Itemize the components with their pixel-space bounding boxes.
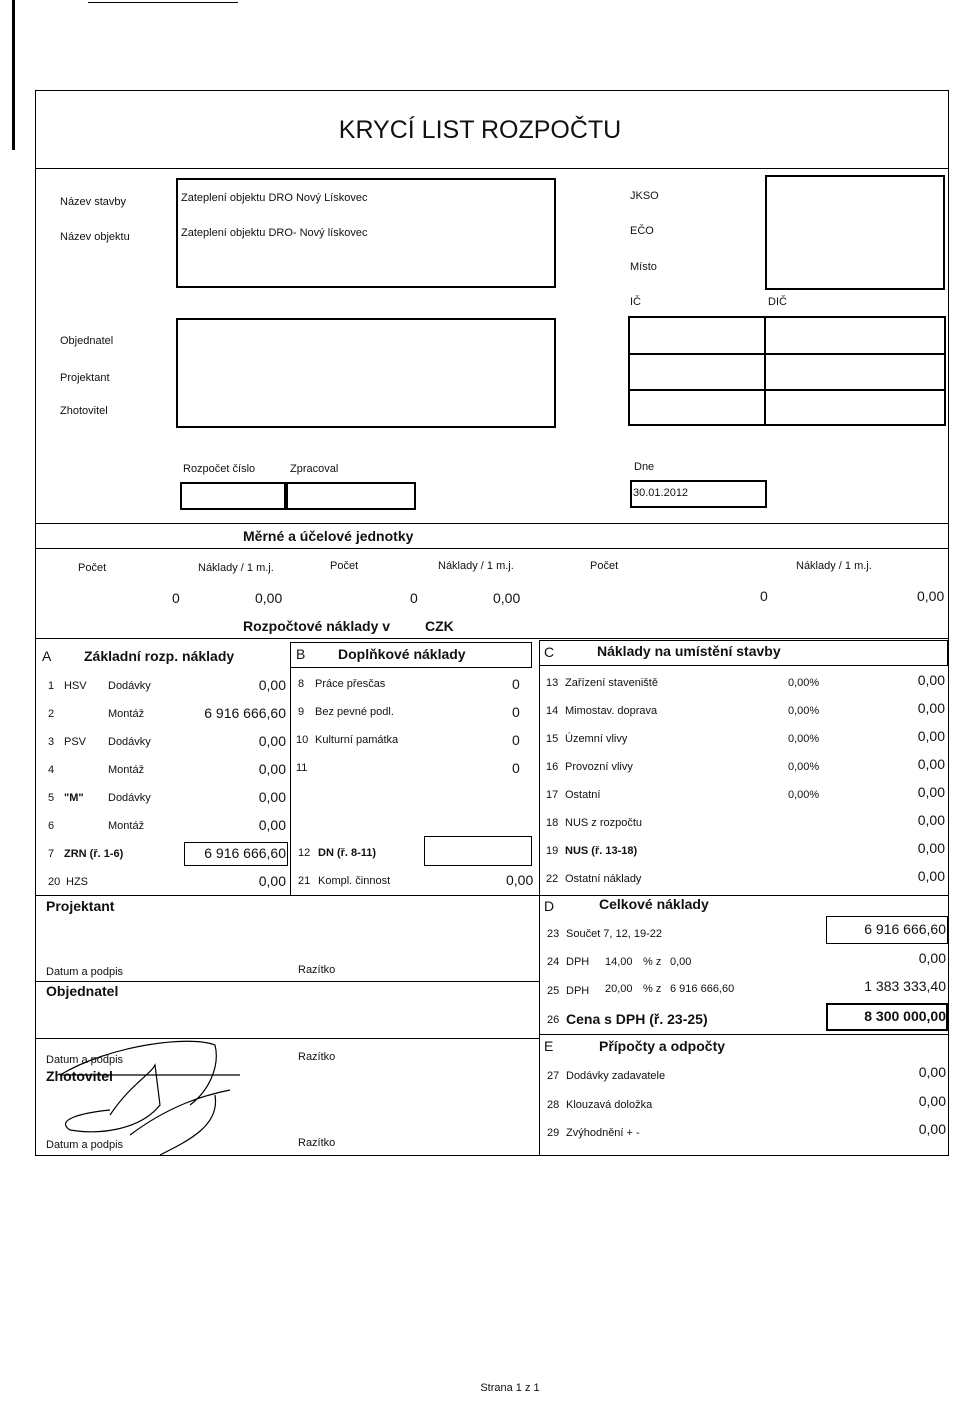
c-row-13-value: 0,00 bbox=[917, 672, 945, 688]
a-row-7-value: 6 916 666,60 bbox=[204, 845, 286, 861]
objednatel-label: Objednatel bbox=[60, 335, 114, 347]
col-divider-bc bbox=[539, 666, 540, 896]
b-row-8-value: 0 bbox=[512, 676, 520, 692]
a-row-5-label: Dodávky bbox=[108, 792, 151, 804]
a-row-1-code: HSV bbox=[64, 680, 87, 692]
c-row-13-number: 13 bbox=[546, 677, 559, 689]
nazev-stavby-label: Název stavby bbox=[60, 196, 127, 208]
d-row-24-value: 0,00 bbox=[918, 950, 946, 966]
merne-value-pocet-2: 0 bbox=[410, 590, 418, 606]
ic-dic-split bbox=[764, 316, 766, 426]
d-row-24-number: 24 bbox=[547, 956, 560, 968]
a-row-2-label: Montáž bbox=[108, 708, 145, 720]
c-row-14-percent: 0,00% bbox=[788, 705, 820, 717]
a-row-3-label: Dodávky bbox=[108, 736, 151, 748]
c-row-16-label: Provozní vlivy bbox=[565, 761, 633, 773]
dic-label: DIČ bbox=[768, 296, 787, 308]
a-row-3-number: 3 bbox=[48, 736, 55, 748]
e-row-29-value: 0,00 bbox=[918, 1121, 946, 1137]
parties-box bbox=[176, 318, 556, 428]
c-row-15-label: Územní vlivy bbox=[565, 733, 628, 745]
jkso-label: JKSO bbox=[630, 190, 659, 202]
d-row-26-label: Cena s DPH (ř. 23-25) bbox=[566, 1011, 708, 1027]
e-row-29-number: 29 bbox=[547, 1127, 560, 1139]
c-row-19-label: NUS (ř. 13-18) bbox=[565, 845, 638, 857]
a-row-3-value: 0,00 bbox=[258, 733, 286, 749]
merne-pocet-2: Počet bbox=[330, 560, 359, 572]
a-row-1-number: 1 bbox=[48, 680, 55, 692]
e-row-29-label: Zvýhodnění + - bbox=[566, 1127, 640, 1139]
c-row-22-label: Ostatní náklady bbox=[565, 873, 642, 885]
d-row-25-pz: % z bbox=[643, 983, 662, 995]
ic-dic-row1 bbox=[628, 353, 946, 355]
b-row-9-label: Bez pevné podl. bbox=[315, 706, 394, 718]
a-row-1-value: 0,00 bbox=[258, 677, 286, 693]
a-row-6-label: Montáž bbox=[108, 820, 145, 832]
b-row-9-value: 0 bbox=[512, 704, 520, 720]
a-row-20-number: 20 bbox=[48, 876, 61, 888]
section-bottom-line bbox=[36, 895, 948, 896]
a-row-7-number: 7 bbox=[48, 848, 55, 860]
b-row-8-number: 8 bbox=[298, 678, 305, 690]
c-row-18-label: NUS z rozpočtu bbox=[565, 817, 643, 829]
e-row-27-label: Dodávky zadavatele bbox=[566, 1070, 666, 1082]
rozpocet-cislo-box bbox=[180, 482, 286, 510]
eco-label: EČO bbox=[630, 225, 654, 237]
rozpoctove-title: Rozpočtové náklady v bbox=[243, 618, 391, 634]
d-row-25-number: 25 bbox=[547, 985, 560, 997]
a-row-5-number: 5 bbox=[48, 792, 55, 804]
scan-top-line bbox=[88, 2, 238, 3]
dn-total-box bbox=[424, 836, 532, 866]
section-c-letter: C bbox=[544, 644, 555, 660]
objednatel-razitko: Razítko bbox=[298, 1051, 336, 1063]
a-row-7-code: ZRN (ř. 1-6) bbox=[64, 848, 124, 860]
a-row-4-label: Montáž bbox=[108, 764, 145, 776]
lower-divider bbox=[539, 895, 540, 1155]
merne-value-pocet-3: 0 bbox=[760, 588, 768, 604]
merne-title: Měrné a účelové jednotky bbox=[243, 528, 414, 544]
b-row-9-number: 9 bbox=[298, 706, 305, 718]
a-row-2-value: 6 916 666,60 bbox=[204, 705, 286, 721]
a-row-3-code: PSV bbox=[64, 736, 87, 748]
page-footer: Strana 1 z 1 bbox=[480, 1382, 540, 1394]
projektant-razitko: Razítko bbox=[298, 964, 336, 976]
a-row-5-code: "M" bbox=[64, 792, 84, 804]
merne-value-naklady-1: 0,00 bbox=[255, 590, 283, 606]
d-row-23-value: 6 916 666,60 bbox=[864, 921, 946, 937]
b-row-11-value: 0 bbox=[512, 760, 520, 776]
c-row-18-value: 0,00 bbox=[917, 812, 945, 828]
c-row-16-percent: 0,00% bbox=[788, 761, 820, 773]
section-a-letter: A bbox=[42, 648, 52, 664]
e-row-27-number: 27 bbox=[547, 1070, 560, 1082]
zpracoval-label: Zpracoval bbox=[290, 463, 339, 475]
c-row-22-value: 0,00 bbox=[917, 868, 945, 884]
projektant-datum: Datum a podpis bbox=[46, 966, 124, 978]
b-row-10-value: 0 bbox=[512, 732, 520, 748]
a-row-6-value: 0,00 bbox=[258, 817, 286, 833]
merne-value-naklady-2: 0,00 bbox=[493, 590, 521, 606]
e-row-28-value: 0,00 bbox=[918, 1093, 946, 1109]
c-row-17-label: Ostatní bbox=[565, 789, 601, 801]
c-row-22-number: 22 bbox=[546, 873, 559, 885]
objednatel-datum: Datum a podpis bbox=[46, 1054, 124, 1066]
ic-label: IČ bbox=[630, 296, 641, 308]
rozpoctove-currency: CZK bbox=[425, 618, 454, 634]
ic-dic-box bbox=[628, 316, 946, 426]
d-row-24-base: 0,00 bbox=[670, 956, 692, 968]
c-row-13-percent: 0,00% bbox=[788, 677, 820, 689]
page-title: KRYCÍ LIST ROZPOČTU bbox=[338, 116, 622, 144]
c-row-17-number: 17 bbox=[546, 789, 559, 801]
col-divider-ab bbox=[290, 668, 291, 896]
c-row-16-number: 16 bbox=[546, 761, 559, 773]
e-row-28-number: 28 bbox=[547, 1099, 560, 1111]
c-row-14-label: Mimostav. doprava bbox=[565, 705, 658, 717]
objednatel-heading: Objednatel bbox=[46, 983, 119, 999]
d-row-24-rate: 14,00 bbox=[605, 956, 633, 968]
c-row-17-value: 0,00 bbox=[917, 784, 945, 800]
d-e-divider bbox=[539, 1034, 948, 1035]
d-row-26-number: 26 bbox=[547, 1014, 560, 1026]
projektant-heading: Projektant bbox=[46, 898, 115, 914]
a-row-4-number: 4 bbox=[48, 764, 55, 776]
c-row-14-value: 0,00 bbox=[917, 700, 945, 716]
zhotovitel-heading: Zhotovitel bbox=[46, 1068, 113, 1084]
d-row-25-value: 1 383 333,40 bbox=[864, 978, 946, 994]
c-row-14-number: 14 bbox=[546, 705, 559, 717]
b-row-12-label: DN (ř. 8-11) bbox=[318, 847, 377, 859]
nazev-objektu-label: Název objektu bbox=[60, 231, 130, 243]
zhotovitel-datum: Datum a podpis bbox=[46, 1139, 124, 1151]
b-row-12-number: 12 bbox=[298, 847, 311, 859]
rozpocet-cislo-label: Rozpočet číslo bbox=[183, 463, 256, 475]
b-row-21-value: 0,00 bbox=[506, 872, 534, 888]
d-row-23-label: Součet 7, 12, 19-22 bbox=[566, 928, 663, 940]
b-row-21-number: 21 bbox=[298, 875, 311, 887]
jkso-box bbox=[765, 175, 945, 290]
c-row-16-value: 0,00 bbox=[917, 756, 945, 772]
a-row-4-value: 0,00 bbox=[258, 761, 286, 777]
c-row-15-number: 15 bbox=[546, 733, 559, 745]
d-row-25-rate: 20,00 bbox=[605, 983, 633, 995]
a-row-1-label: Dodávky bbox=[108, 680, 151, 692]
title-divider bbox=[36, 168, 948, 169]
section-d-title: Celkové náklady bbox=[599, 896, 709, 912]
c-row-13-label: Zařízení staveniště bbox=[565, 677, 658, 689]
d-row-26-value: 8 300 000,00 bbox=[864, 1008, 946, 1024]
nazev-objektu-value: Zateplení objektu DRO- Nový lískovec bbox=[181, 227, 368, 239]
section-c-title: Náklady na umístění stavby bbox=[597, 643, 781, 659]
c-row-15-percent: 0,00% bbox=[788, 733, 820, 745]
merne-top-line bbox=[36, 523, 948, 524]
a-row-2-number: 2 bbox=[48, 708, 55, 720]
zhotovitel-razitko: Razítko bbox=[298, 1137, 336, 1149]
d-row-25-label: DPH bbox=[566, 985, 590, 997]
b-row-8-label: Práce přesčas bbox=[315, 678, 386, 690]
b-row-10-label: Kulturní památka bbox=[315, 734, 399, 746]
c-row-15-value: 0,00 bbox=[917, 728, 945, 744]
b-row-10-number: 10 bbox=[296, 734, 309, 746]
d-row-24-label: DPH bbox=[566, 956, 590, 968]
merne-sub-line bbox=[36, 548, 948, 549]
c-row-19-number: 19 bbox=[546, 845, 559, 857]
section-b-letter: B bbox=[296, 646, 306, 662]
a-row-20-code: HZS bbox=[66, 876, 88, 888]
b-row-21-label: Kompl. činnost bbox=[318, 875, 391, 887]
section-e-letter: E bbox=[544, 1038, 554, 1054]
d-row-23-number: 23 bbox=[547, 928, 560, 940]
c-row-18-number: 18 bbox=[546, 817, 559, 829]
merne-pocet-3: Počet bbox=[590, 560, 619, 572]
nazev-stavby-value: Zateplení objektu DRO Nový Lískovec bbox=[181, 192, 368, 204]
rozpoctove-line bbox=[36, 638, 948, 639]
dne-label: Dne bbox=[634, 461, 655, 473]
section-d-letter: D bbox=[544, 898, 555, 914]
c-row-17-percent: 0,00% bbox=[788, 789, 820, 801]
dne-value: 30.01.2012 bbox=[633, 487, 689, 499]
merne-naklady-2: Náklady / 1 m.j. bbox=[438, 560, 514, 572]
zpracoval-box bbox=[286, 482, 416, 510]
b-row-11-number: 11 bbox=[296, 762, 308, 774]
merne-pocet-1: Počet bbox=[78, 562, 107, 574]
merne-naklady-1: Náklady / 1 m.j. bbox=[198, 562, 274, 574]
d-row-25-base: 6 916 666,60 bbox=[670, 983, 735, 995]
c-row-19-value: 0,00 bbox=[917, 840, 945, 856]
section-e-title: Přípočty a odpočty bbox=[599, 1038, 726, 1054]
a-row-6-number: 6 bbox=[48, 820, 55, 832]
merne-value-pocet-1: 0 bbox=[172, 590, 180, 606]
d-row-24-pz: % z bbox=[643, 956, 662, 968]
objednatel-line bbox=[36, 981, 540, 982]
zhotovitel-label: Zhotovitel bbox=[60, 405, 108, 417]
a-row-20-value: 0,00 bbox=[258, 873, 286, 889]
e-row-28-label: Klouzavá doložka bbox=[566, 1099, 653, 1111]
projektant-label: Projektant bbox=[60, 372, 110, 384]
section-a-title: Základní rozp. náklady bbox=[84, 648, 235, 664]
merne-value-naklady-3: 0,00 bbox=[917, 588, 945, 604]
signature-scribble bbox=[40, 1035, 250, 1165]
e-row-27-value: 0,00 bbox=[918, 1064, 946, 1080]
misto-label: Místo bbox=[630, 261, 657, 273]
ic-dic-row2 bbox=[628, 389, 946, 391]
a-row-5-value: 0,00 bbox=[258, 789, 286, 805]
section-b-title: Doplňkové náklady bbox=[338, 646, 466, 662]
merne-naklady-3: Náklady / 1 m.j. bbox=[796, 560, 872, 572]
